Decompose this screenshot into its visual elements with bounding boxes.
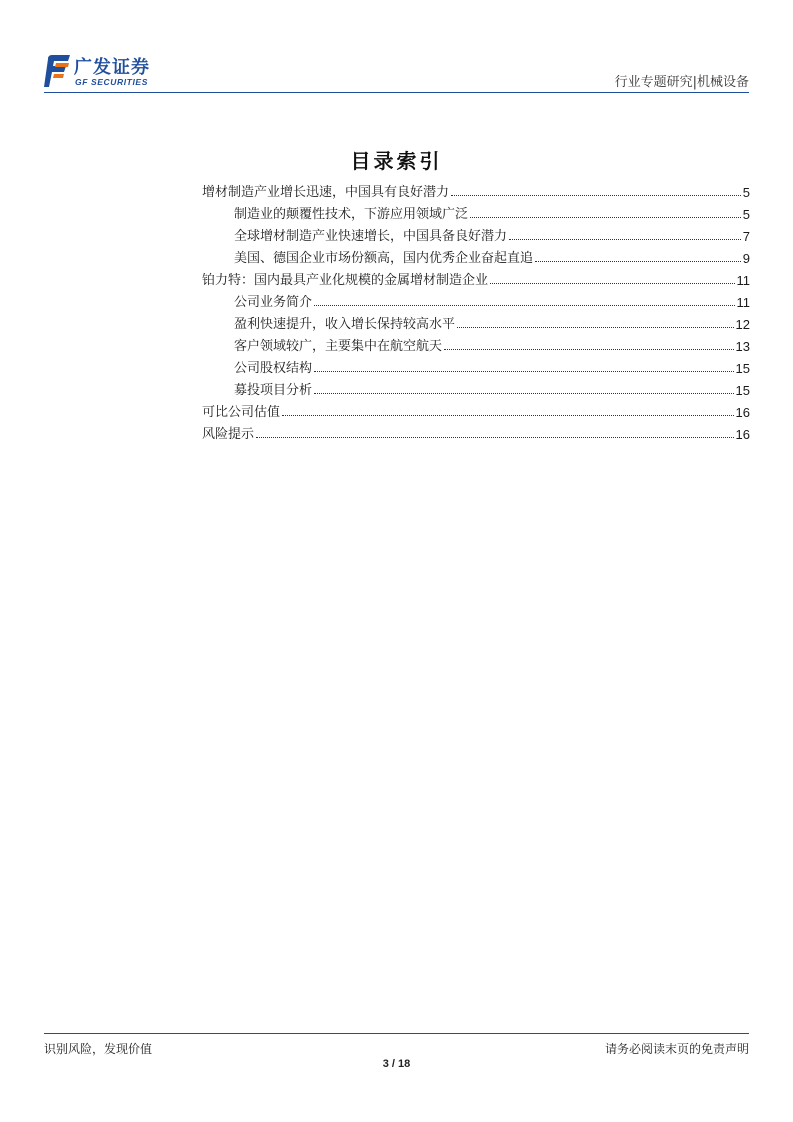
table-of-contents <box>202 178 750 442</box>
toc-page-number: 16 <box>735 405 750 420</box>
report-category: 行业专题研究|机械设备 <box>614 75 749 90</box>
toc-entry[interactable] <box>202 266 750 288</box>
toc-entry[interactable] <box>202 332 750 354</box>
toc-entry[interactable] <box>202 178 750 200</box>
logo-chinese-name: 广发证券 <box>74 57 150 78</box>
toc-page-number: 13 <box>735 339 750 354</box>
toc-leader-dots <box>457 327 734 328</box>
toc-entry-text: 盈利快速提升，收入增长保持较高水平 <box>234 317 456 332</box>
toc-leader-dots <box>444 349 734 350</box>
logo-english-name: GF SECURITIES <box>75 77 148 87</box>
toc-leader-dots <box>509 239 741 240</box>
footer-slogan: 识别风险，发现价值 <box>44 1042 153 1056</box>
toc-page-number: 7 <box>742 229 750 244</box>
toc-entry-text: 增材制造产业增长迅速，中国具有良好潜力 <box>202 185 450 200</box>
toc-leader-dots <box>451 195 741 196</box>
gf-logo-icon <box>44 53 72 89</box>
toc-leader-dots <box>490 283 734 284</box>
toc-leader-dots <box>470 217 741 218</box>
toc-entry[interactable] <box>202 200 750 222</box>
toc-leader-dots <box>535 261 741 262</box>
toc-entry-text: 铂力特：国内最具产业化规模的金属增材制造企业 <box>202 273 489 288</box>
toc-entry-text: 风险提示 <box>202 427 255 442</box>
toc-entry-text: 公司业务简介 <box>234 295 313 310</box>
toc-leader-dots <box>282 415 734 416</box>
toc-page-number: 5 <box>742 207 750 222</box>
toc-entry-text: 可比公司估值 <box>202 405 281 420</box>
toc-page-number: 12 <box>735 317 750 332</box>
toc-entry-text: 全球增材制造产业快速增长，中国具备良好潜力 <box>234 229 508 244</box>
toc-entry[interactable] <box>202 398 750 420</box>
toc-leader-dots <box>256 437 734 438</box>
toc-title: 目录索引 <box>350 149 443 173</box>
toc-page-number: 5 <box>742 185 750 200</box>
header-divider <box>44 92 749 93</box>
gf-securities-logo <box>44 53 174 93</box>
toc-entry-text: 美国、德国企业市场份额高，国内优秀企业奋起直追 <box>234 251 534 266</box>
toc-leader-dots <box>314 371 734 372</box>
toc-leader-dots <box>314 393 734 394</box>
toc-entry[interactable] <box>202 310 750 332</box>
toc-entry[interactable] <box>202 288 750 310</box>
toc-entry[interactable] <box>202 244 750 266</box>
footer-divider <box>44 1033 749 1034</box>
toc-entry[interactable] <box>202 376 750 398</box>
toc-page-number: 9 <box>742 251 750 266</box>
page-number: 3 / 18 <box>382 1058 411 1070</box>
toc-page-number: 11 <box>736 295 750 310</box>
toc-entry[interactable] <box>202 420 750 442</box>
toc-entry-text: 募投项目分析 <box>234 383 313 398</box>
toc-entry-text: 公司股权结构 <box>234 361 313 376</box>
toc-page-number: 15 <box>735 361 750 376</box>
toc-page-number: 16 <box>735 427 750 442</box>
toc-entry-text: 制造业的颠覆性技术，下游应用领域广泛 <box>234 207 469 222</box>
toc-entry-text: 客户领域较广，主要集中在航空航天 <box>234 339 443 354</box>
footer-disclaimer-note: 请务必阅读末页的免责声明 <box>604 1042 749 1056</box>
toc-entry[interactable] <box>202 354 750 376</box>
toc-entry[interactable] <box>202 222 750 244</box>
toc-page-number: 11 <box>736 273 750 288</box>
toc-leader-dots <box>314 305 734 306</box>
toc-page-number: 15 <box>735 383 750 398</box>
